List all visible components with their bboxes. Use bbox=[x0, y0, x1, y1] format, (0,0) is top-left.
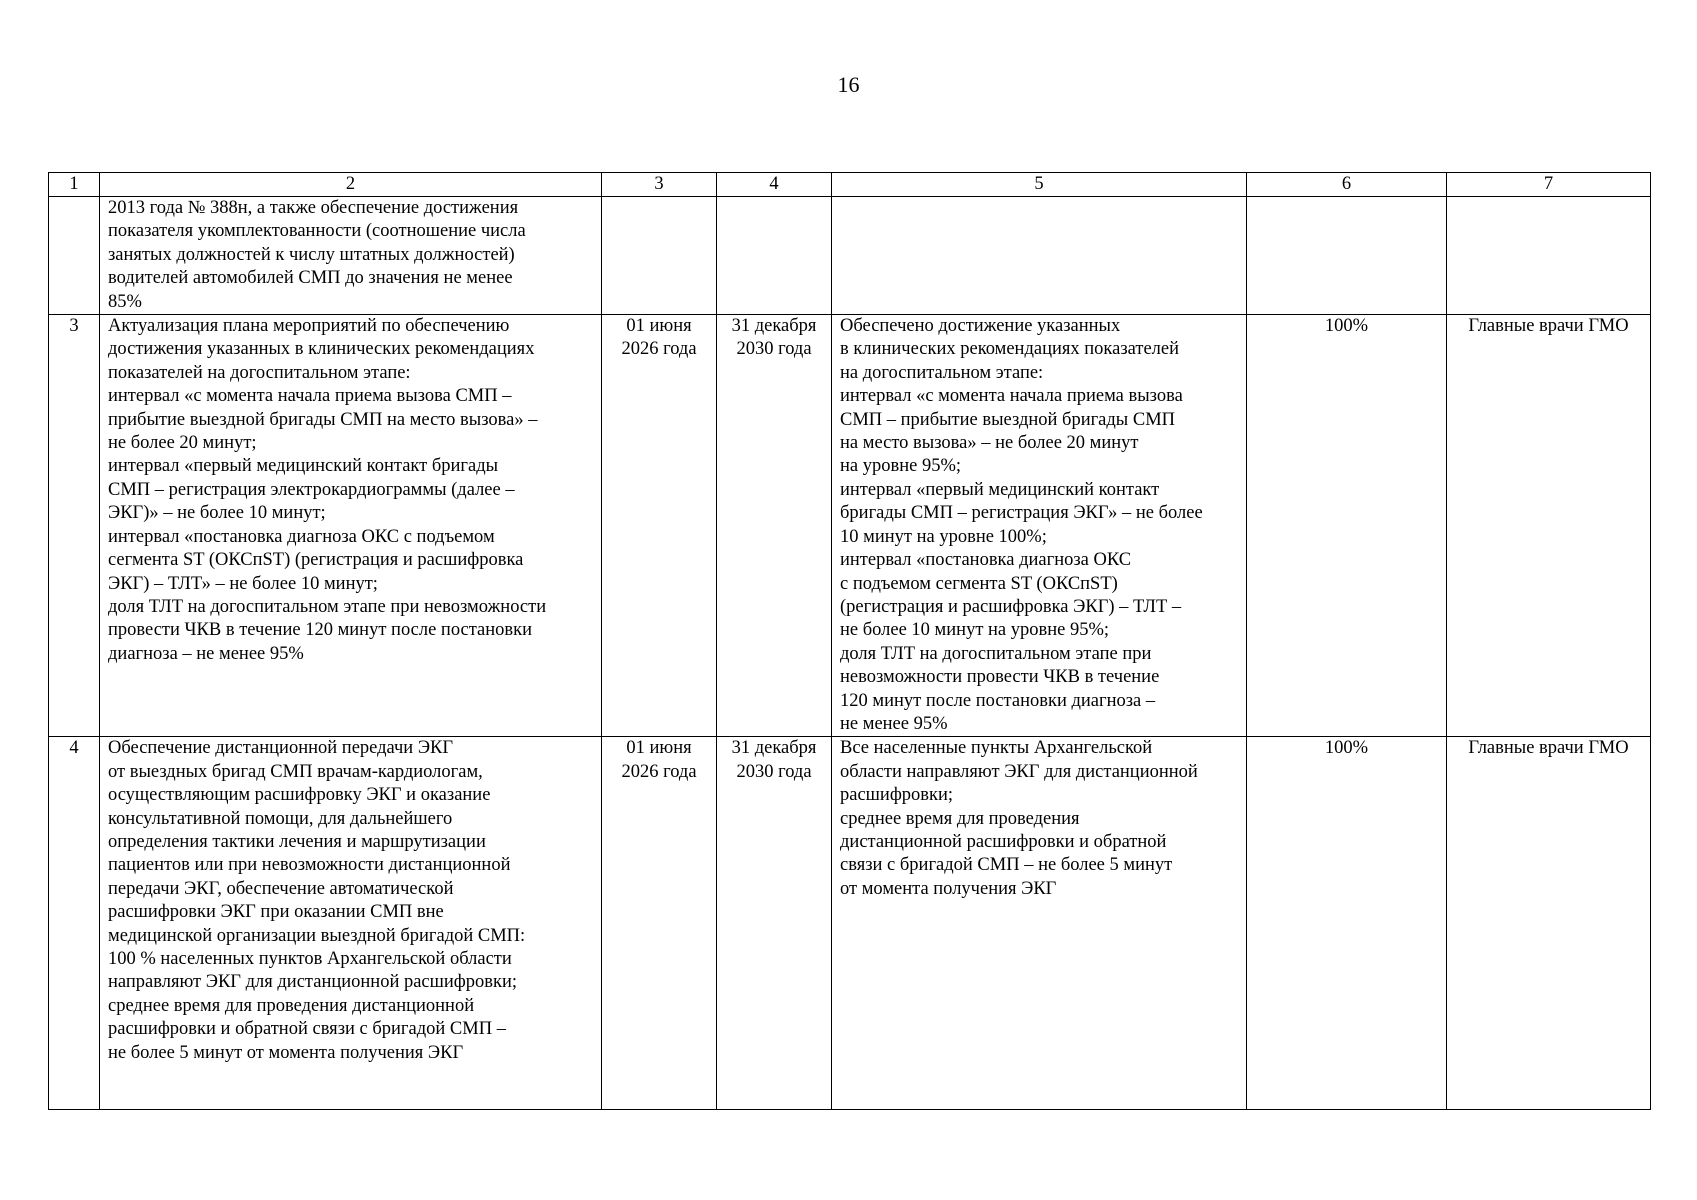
activity-line: среднее время для проведения дистанционной bbox=[108, 995, 475, 1016]
activity-line: 2013 года № 388н, а также обеспечение достижения bbox=[108, 198, 519, 218]
result-line: на догоспитальном этапе: bbox=[840, 362, 1044, 383]
activity-line: водителей автомобилей СМП до значения не менее bbox=[108, 268, 513, 289]
result-line: СМП – прибытие выездной бригады СМП bbox=[840, 409, 1176, 430]
activity-line: 100 % населенных пунктов Архангельской области bbox=[108, 949, 512, 969]
target-value-cell: 100% bbox=[1247, 315, 1447, 737]
result-line: на уровне 95%; bbox=[840, 456, 962, 477]
activity-cell bbox=[100, 737, 602, 1110]
activity-line: медицинской организации выездной бригадой СМП: bbox=[108, 925, 526, 946]
activity-line: интервал «постановка диагноза ОКС с подъемом bbox=[108, 526, 495, 547]
end-date-cell bbox=[717, 737, 832, 1110]
row-number bbox=[49, 197, 100, 315]
start-date-cell bbox=[602, 737, 717, 1110]
result-line: связи с бригадой СМП – не более 5 минут bbox=[840, 855, 1173, 876]
activity-line: передачи ЭКГ, обеспечение автоматической bbox=[108, 878, 454, 899]
result-line: невозможности провести ЧКВ в течение bbox=[840, 667, 1160, 688]
column-number: 3 bbox=[602, 173, 717, 197]
result-cell bbox=[832, 737, 1247, 1110]
activity-line: ЭКГ)» – не более 10 минут; bbox=[108, 503, 326, 524]
result-line: интервал «первый медицинский контакт bbox=[840, 479, 1160, 500]
start-date-year: 2026 года bbox=[621, 339, 697, 360]
row-number: 3 bbox=[49, 315, 100, 737]
result-line: области направляют ЭКГ для дистанционной bbox=[840, 761, 1198, 782]
result-line: не менее 95% bbox=[840, 713, 948, 734]
end-date-day: 31 декабря bbox=[731, 316, 817, 337]
responsible-cell: Главные врачи ГМО bbox=[1447, 315, 1651, 737]
table-row bbox=[49, 197, 1651, 315]
result-line: в клинических рекомендациях показателей bbox=[840, 339, 1180, 360]
activity-line: сегмента ST (ОКСпST) (регистрация и расшифровка bbox=[108, 550, 524, 571]
activity-line: показателей на догоспитальном этапе: bbox=[108, 362, 411, 383]
column-number-row bbox=[49, 173, 1651, 197]
result-line: 120 минут после постановки диагноза – bbox=[840, 690, 1156, 711]
result-line: расшифровки; bbox=[840, 785, 954, 806]
end-date-cell bbox=[717, 197, 832, 315]
result-line: на место вызова» – не более 20 минут bbox=[840, 433, 1139, 454]
table-row bbox=[49, 315, 1651, 737]
column-number: 5 bbox=[832, 173, 1247, 197]
result-line: дистанционной расшифровки и обратной bbox=[840, 831, 1167, 852]
result-line: 10 минут на уровне 100%; bbox=[840, 526, 1047, 547]
activity-line: направляют ЭКГ для дистанционной расшифровки; bbox=[108, 972, 518, 993]
activity-line: доля ТЛТ на догоспитальном этапе при невозможности bbox=[108, 596, 547, 617]
column-number: 1 bbox=[49, 173, 100, 197]
result-line: (регистрация и расшифровка ЭКГ) – ТЛТ – bbox=[840, 596, 1182, 617]
activity-line: интервал «с момента начала приема вызова СМП – bbox=[108, 386, 512, 407]
start-date-cell bbox=[602, 197, 717, 315]
result-cell bbox=[832, 315, 1247, 737]
column-number: 7 bbox=[1447, 173, 1651, 197]
activity-line: занятых должностей к числу штатных должностей) bbox=[108, 244, 515, 265]
activity-line: интервал «первый медицинский контакт бригады bbox=[108, 456, 499, 477]
start-date-day: 01 июня bbox=[626, 316, 692, 337]
activity-line: достижения указанных в клинических рекомендациях bbox=[108, 339, 535, 360]
result-line: не более 10 минут на уровне 95%; bbox=[840, 620, 1110, 641]
activity-line: расшифровки ЭКГ при оказании СМП вне bbox=[108, 902, 444, 923]
result-line: Все населенные пункты Архангельской bbox=[840, 738, 1153, 759]
end-date-year: 2030 года bbox=[736, 339, 812, 360]
responsible-cell: Главные врачи ГМО bbox=[1447, 737, 1651, 1110]
activity-line: не более 20 минут; bbox=[108, 433, 257, 454]
activity-line: Обеспечение дистанционной передачи ЭКГ bbox=[108, 738, 454, 759]
activity-line: провести ЧКВ в течение 120 минут после постановки bbox=[108, 620, 533, 641]
result-cell bbox=[832, 197, 1247, 315]
activity-line: пациентов или при невозможности дистанционной bbox=[108, 855, 511, 876]
activity-line: диагноза – не менее 95% bbox=[108, 643, 304, 664]
column-number: 4 bbox=[717, 173, 832, 197]
end-date-cell bbox=[717, 315, 832, 737]
column-number: 2 bbox=[100, 173, 602, 197]
activity-line: СМП – регистрация электрокардиограммы (далее – bbox=[108, 479, 515, 500]
result-line: от момента получения ЭКГ bbox=[840, 878, 1057, 899]
end-date-day: 31 декабря bbox=[731, 738, 817, 759]
activity-line: 85% bbox=[108, 291, 142, 312]
activity-line: от выездных бригад СМП врачам-кардиологам, bbox=[108, 761, 483, 782]
activity-line: определения тактики лечения и маршрутизации bbox=[108, 831, 486, 852]
result-line: бригады СМП – регистрация ЭКГ» – не более bbox=[840, 503, 1203, 524]
activity-cell bbox=[100, 315, 602, 737]
result-line: интервал «постановка диагноза ОКС bbox=[840, 550, 1132, 571]
activities-table bbox=[48, 172, 1651, 1110]
activity-line: консультативной помощи, для дальнейшего bbox=[108, 808, 453, 829]
target-value-cell: 100% bbox=[1247, 737, 1447, 1110]
responsible-cell bbox=[1447, 197, 1651, 315]
row-number: 4 bbox=[49, 737, 100, 1110]
start-date-year: 2026 года bbox=[621, 761, 697, 782]
result-line: доля ТЛТ на догоспитальном этапе при bbox=[840, 643, 1152, 664]
activity-line: ЭКГ) – ТЛТ» – не более 10 минут; bbox=[108, 573, 378, 594]
activity-line: расшифровки и обратной связи с бригадой СМП – bbox=[108, 1019, 506, 1040]
activity-line: показателя укомплектованности (соотношение числа bbox=[108, 221, 526, 242]
activity-line: прибытие выездной бригады СМП на место вызова» – bbox=[108, 409, 538, 430]
page-number: 16 bbox=[837, 72, 860, 97]
result-line: интервал «с момента начала приема вызова bbox=[840, 386, 1183, 407]
activity-cell bbox=[100, 197, 602, 315]
column-number: 6 bbox=[1247, 173, 1447, 197]
end-date-year: 2030 года bbox=[736, 761, 812, 782]
table-row bbox=[49, 737, 1651, 1110]
result-line: среднее время для проведения bbox=[840, 808, 1080, 829]
activity-line: Актуализация плана мероприятий по обеспечению bbox=[108, 316, 510, 337]
target-value-cell bbox=[1247, 197, 1447, 315]
start-date-day: 01 июня bbox=[626, 738, 692, 759]
activity-line: не более 5 минут от момента получения ЭКГ bbox=[108, 1042, 464, 1063]
result-line: Обеспечено достижение указанных bbox=[840, 316, 1121, 337]
start-date-cell bbox=[602, 315, 717, 737]
activity-line: осуществляющим расшифровку ЭКГ и оказание bbox=[108, 785, 491, 806]
result-line: с подъемом сегмента ST (ОКСпST) bbox=[840, 573, 1118, 594]
